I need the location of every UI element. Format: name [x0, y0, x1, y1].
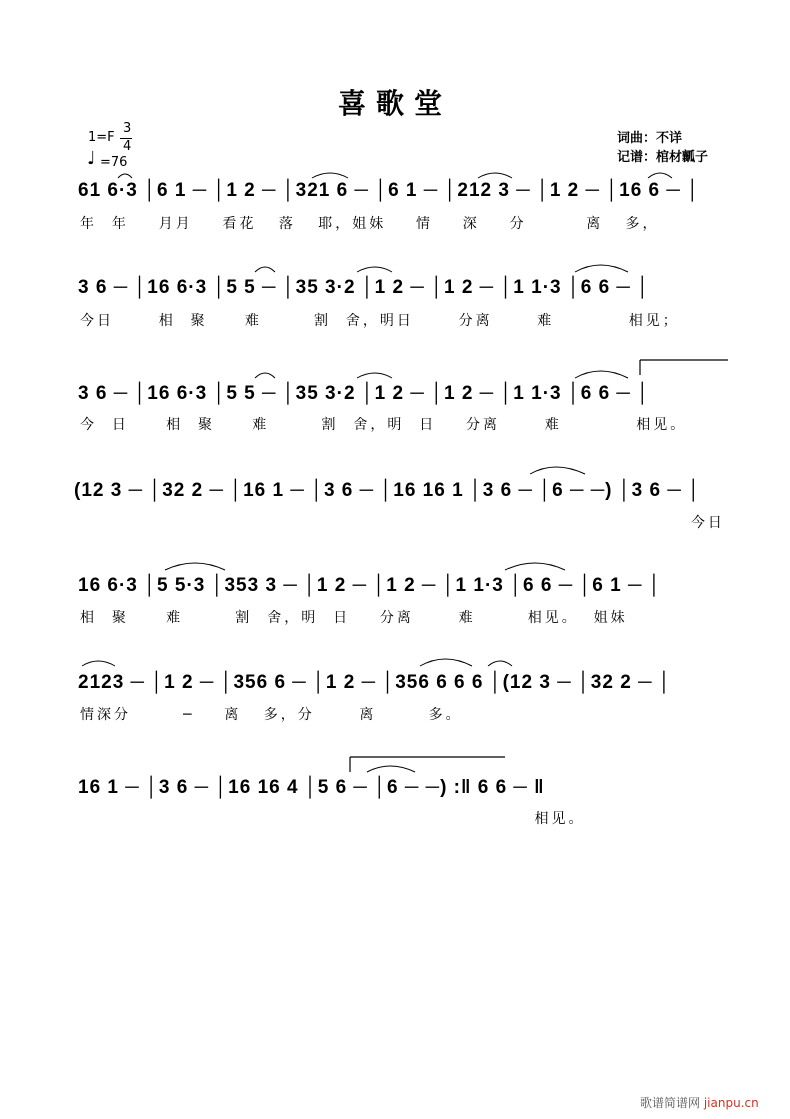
song-title: 喜歌堂 [337, 87, 452, 120]
score-line-7-lyrics: 相见。 [80, 811, 586, 827]
footer-site-name: 歌谱简谱网 [640, 1096, 701, 1110]
quarter-note-icon: ♩ [87, 148, 96, 169]
footer-site-url: jianpu.cn [703, 1096, 759, 1110]
score-line-3-lyrics: 今 日 相 聚 难 割 舍，明 日 分离 难 相见。 [80, 417, 688, 433]
score-line-6-notes: 2123 ─ │1 2 ─ │356 6 ─ │1 2 ─ │356 6 6 6 │(12 3 ─ │32 2 ─ │ [78, 672, 672, 693]
score-line-2-lyrics: 今日 相 聚 难 割 舍，明日 分离 难 相见； [80, 313, 680, 329]
watermark-footer [640, 1094, 759, 1111]
score-line-5-notes: 16 6·3 │5 5·3 │353 3 ─ │1 2 ─ │1 2 ─ │1 1·3 │6 6 ─ │6 1 ─ │ [78, 575, 662, 596]
key-signature: 1=F [88, 130, 115, 145]
time-signature-bottom: 4 [123, 139, 132, 154]
tempo-marking: =76 [100, 155, 128, 170]
score-line-6-lyrics: 情深分 ─ 离 多，分 离 多。 [80, 707, 463, 723]
score-line-5-lyrics: 相 聚 难 割 舍，明 日 分离 难 相见。 姐妹 [80, 610, 628, 626]
score-line-4-lyrics: 今日 [80, 515, 725, 531]
transcriber-credit: 记谱：棺材瓤子 [617, 150, 709, 165]
score-line-1-notes: 61 6·3 │6 1 ─ │1 2 ─ │321 6 ─ │6 1 ─ │212 3 ─ │1 2 ─ │16 6 ─ │ [78, 180, 701, 201]
score-line-2-notes: 3 6 ─ │16 6·3 │5 5 ─ │35 3·2 │1 2 ─ │1 2 ─ │1 1·3 │6 6 ─ │ [78, 277, 651, 298]
score-line-3-notes: 3 6 ─ │16 6·3 │5 5 ─ │35 3·2 │1 2 ─ │1 2 ─ │1 1·3 │6 6 ─ │ [78, 383, 651, 404]
lyrics-music-credit: 词曲：不详 [617, 131, 683, 146]
score-line-1-lyrics: 年 年 月月 看花 落 耶，姐妹 情 深 分 离 多， [80, 216, 660, 232]
score-line-4-notes: (12 3 ─ │32 2 ─ │16 1 ─ │3 6 ─ │16 16 1 │3 6 ─ │6 ─ ─) │3 6 ─ │ [74, 480, 701, 501]
score-line-7-notes: 16 1 ─ │3 6 ─ │16 16 4 │5 6 ─ │6 ─ ─) :‖ 6 6 ─ ‖ [78, 777, 545, 798]
time-signature-top: 3 [123, 121, 132, 136]
